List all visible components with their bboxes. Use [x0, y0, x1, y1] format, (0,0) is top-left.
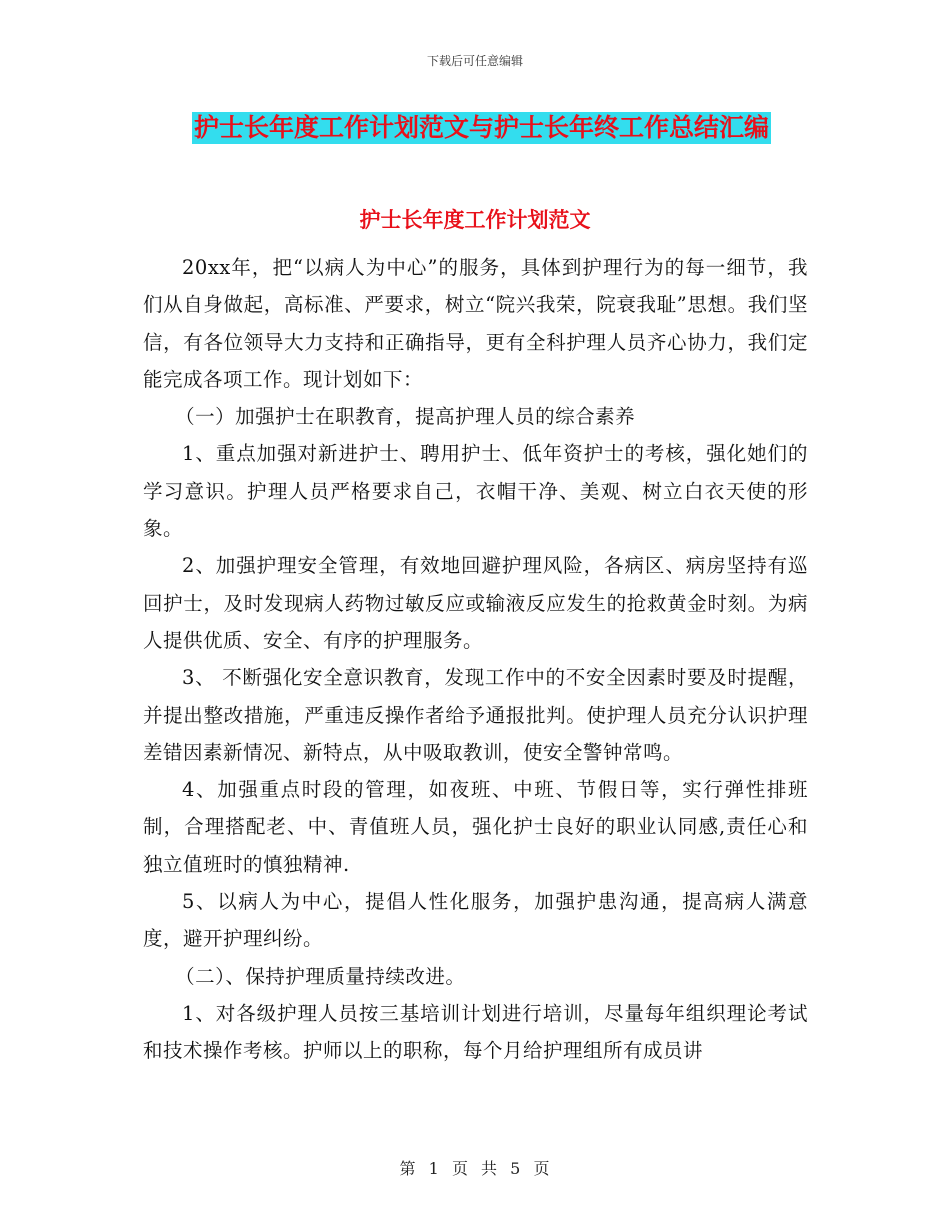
list-item-2: 2、加强护理安全管理，有效地回避护理风险，各病区、病房坚持有巡回护士，及时发现病人药物过敏反应或输液反应发生的抢救黄金时刻。为病人提供优质、安全、有序的护理服务。: [143, 554, 808, 652]
footer-total-label: 共: [481, 1159, 499, 1178]
section-title: 护士长年度工作计划范文: [359, 207, 591, 232]
list-item-5: 5、以病人为中心，提倡人性化服务，加强护患沟通，提高病人满意度，避开护理纠纷。: [143, 890, 808, 951]
subheading-2: （二）、保持护理质量持续改进。: [175, 964, 466, 988]
list-item-4: 4、加强重点时段的管理，如夜班、中班、节假日等，实行弹性排班制，合理搭配老、中、青值班人员，强化护士良好的职业认同感,责任心和独立值班时的慎独精神.: [143, 778, 808, 876]
document-body: [143, 249, 808, 1070]
footer-page-label: 页: [451, 1159, 469, 1178]
list-item-6: 1、对各级护理人员按三基培训计划进行培训，尽量每年组织理论考试和技术操作考核。护师以上的职称，每个月给护理组所有成员讲: [143, 1001, 808, 1063]
intro-paragraph: 20xx年，把“以病人为中心”的服务，具体到护理行为的每一细节，我们从自身做起，高标准、严要求，树立“院兴我荣，院衰我耻”思想。我们坚信，有各位领导大力支持和正确指导，更有全科护理人员齐心协力，我们定能完成各项工作。现计划如下：: [143, 256, 808, 391]
list-item-1: 1、重点加强对新进护士、聘用护士、低年资护士的考核，强化她们的学习意识。护理人员严格要求自己，衣帽干净、美观、树立白衣天使的形象。: [143, 442, 808, 541]
subheading-1: （一）加强护士在职教育，提高护理人员的综合素养: [175, 405, 636, 429]
footer-suffix: 页: [533, 1159, 551, 1178]
page-footer: [0, 1156, 950, 1179]
list-item-3: 3、 不断强化安全意识教育，发现工作中的不安全因素时要及时提醒，并提出整改措施，严重违反操作者给予通报批判。使护理人员充分认识护理差错因素新情况、新特点，从中吸取教训，使安全警钟常鸣。: [143, 666, 808, 764]
footer-prefix: 第: [399, 1159, 417, 1178]
page-number: 1: [428, 1159, 440, 1178]
document-title: 护士长年度工作计划范文与护士长年终工作总结汇编: [194, 113, 770, 142]
header-note: 下载后可任意编辑: [426, 54, 523, 68]
total-pages: 5: [510, 1159, 522, 1178]
